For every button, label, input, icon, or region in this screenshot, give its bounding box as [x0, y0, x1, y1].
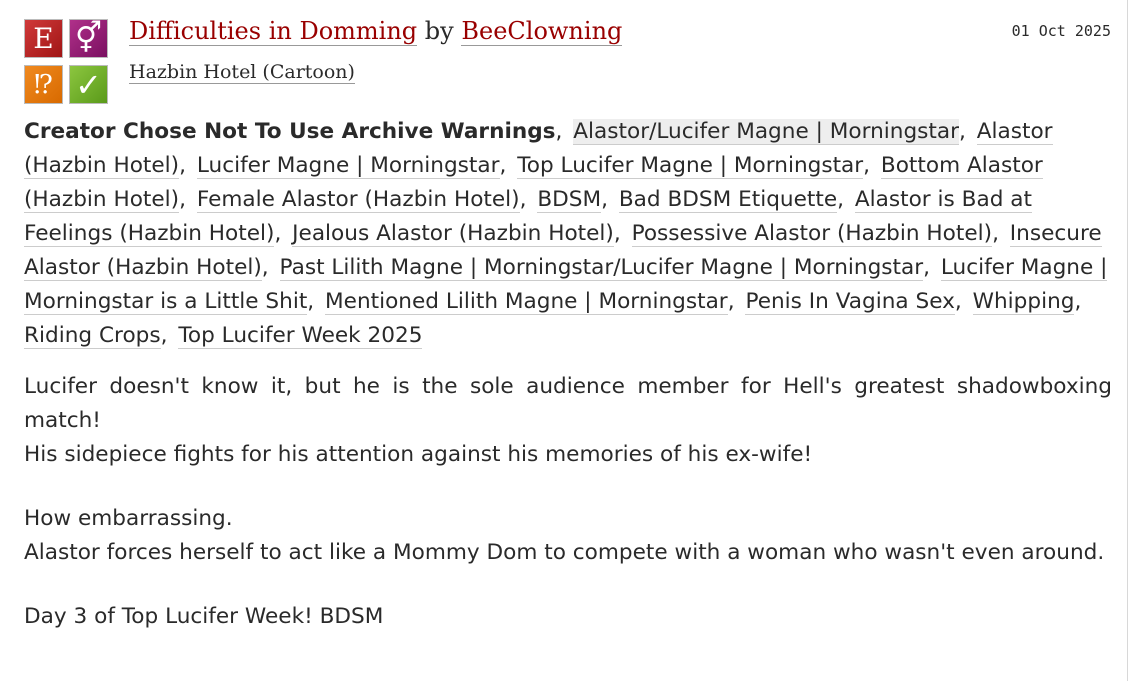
tag-link[interactable]: Possessive Alastor (Hazbin Hotel)	[631, 221, 993, 246]
tag-separator: ,	[179, 153, 193, 178]
summary-line: Lucifer doesn't know it, but he is the sole audience member for Hell's greatest shadowboxing match!	[24, 374, 1112, 433]
tag-separator: ,	[555, 119, 570, 144]
tag-item-freeforms	[973, 289, 1086, 314]
tag-link[interactable]: Top Lucifer Week 2025	[178, 323, 423, 348]
tag-link[interactable]: Creator Chose Not To Use Archive Warnings	[24, 119, 556, 144]
tag-separator: ,	[519, 187, 534, 212]
tag-link[interactable]: Alastor/Lucifer Magne | Morningstar	[573, 119, 959, 144]
tag-link[interactable]: Top Lucifer Magne | Morningstar	[517, 153, 864, 178]
tag-link[interactable]: Mentioned Lilith Magne | Morningstar	[325, 289, 728, 314]
tag-item-warnings	[24, 119, 573, 144]
tag-link[interactable]: Alastor is Bad at Feelings (Hazbin Hotel)	[24, 187, 1032, 246]
tag-item-characters	[197, 153, 517, 178]
tag-link[interactable]: Female Alastor (Hazbin Hotel)	[196, 187, 520, 212]
summary-paragraph	[24, 370, 1112, 472]
tag-separator: ,	[274, 221, 289, 246]
tag-item-freeforms	[280, 255, 941, 280]
tag-item-relationships	[573, 119, 976, 144]
tag-link[interactable]: Alastor (Hazbin Hotel)	[24, 119, 1053, 178]
warning-choose-not-icon[interactable]: ⁉	[24, 65, 63, 104]
tag-separator: ,	[261, 255, 276, 280]
summary-paragraph	[24, 600, 1112, 634]
tag-item-freeforms	[292, 221, 631, 246]
summary-line: Day 3 of Top Lucifer Week! BDSM	[24, 604, 384, 629]
tag-item-freeforms	[537, 187, 619, 212]
tag-link[interactable]: Insecure Alastor (Hazbin Hotel)	[24, 221, 1102, 280]
work-heading	[129, 17, 622, 45]
tag-item-freeforms	[619, 187, 855, 212]
rating-explicit-icon[interactable]: E	[24, 19, 63, 58]
tag-separator: ,	[179, 187, 193, 212]
tag-link[interactable]: Lucifer Magne | Morningstar	[196, 153, 500, 178]
by-text: by	[424, 17, 454, 45]
fandom-link[interactable]: Hazbin Hotel (Cartoon)	[129, 61, 355, 83]
summary-line: Alastor forces herself to act like a Mommy Dom to compete with a woman who wasn't even around.	[24, 540, 1105, 565]
tag-separator: ,	[307, 289, 322, 314]
tag-item-freeforms	[325, 289, 745, 314]
category-het-icon[interactable]: ⚥	[69, 19, 108, 58]
author-link[interactable]: BeeClowning	[461, 17, 623, 45]
tag-list	[24, 115, 1114, 353]
tag-item-freeforms	[197, 187, 537, 212]
work-title-link[interactable]: Difficulties in Domming	[129, 17, 418, 45]
tag-item-freeforms	[178, 323, 422, 349]
tag-separator: ,	[954, 289, 969, 314]
tag-item-freeforms	[517, 153, 881, 178]
work-header	[0, 0, 1127, 110]
tag-separator: ,	[727, 289, 742, 314]
publish-date: 01 Oct 2025	[1011, 22, 1111, 40]
summary-line: How embarrassing.	[24, 506, 233, 531]
tag-separator: ,	[160, 323, 175, 348]
tag-separator: ,	[958, 119, 973, 144]
tag-separator: ,	[499, 153, 514, 178]
tag-link[interactable]: BDSM	[537, 187, 602, 212]
tag-link[interactable]: Whipping	[972, 289, 1075, 314]
tag-separator: ,	[837, 187, 851, 212]
tag-link[interactable]: Lucifer Magne | Morningstar is a Little Shit	[24, 255, 1108, 314]
tag-separator: ,	[613, 221, 628, 246]
required-tags	[24, 19, 110, 105]
complete-work-icon[interactable]: ✓	[69, 65, 108, 104]
tag-link[interactable]: Past Lilith Magne | Morningstar/Lucifer Magne | Morningstar	[279, 255, 924, 280]
tag-separator: ,	[923, 255, 937, 280]
tag-separator: ,	[992, 221, 1006, 246]
summary-line: His sidepiece fights for his attention against his memories of his ex-wife!	[24, 442, 813, 467]
tag-link[interactable]: Bottom Alastor (Hazbin Hotel)	[24, 153, 1043, 212]
tag-separator: ,	[863, 153, 877, 178]
tag-link[interactable]: Bad BDSM Etiquette	[618, 187, 838, 212]
tag-separator: ,	[1074, 289, 1082, 314]
tag-item-freeforms	[745, 289, 972, 314]
tag-link[interactable]: Jealous Alastor (Hazbin Hotel)	[292, 221, 614, 246]
fandom-heading	[129, 61, 355, 83]
tag-item-freeforms	[632, 221, 1010, 246]
tag-item-freeforms	[24, 323, 178, 348]
summary-paragraph	[24, 502, 1112, 570]
tag-link[interactable]: Penis In Vagina Sex	[745, 289, 955, 314]
tag-separator: ,	[601, 187, 615, 212]
tag-link[interactable]: Riding Crops	[24, 323, 161, 348]
work-summary	[24, 370, 1112, 664]
